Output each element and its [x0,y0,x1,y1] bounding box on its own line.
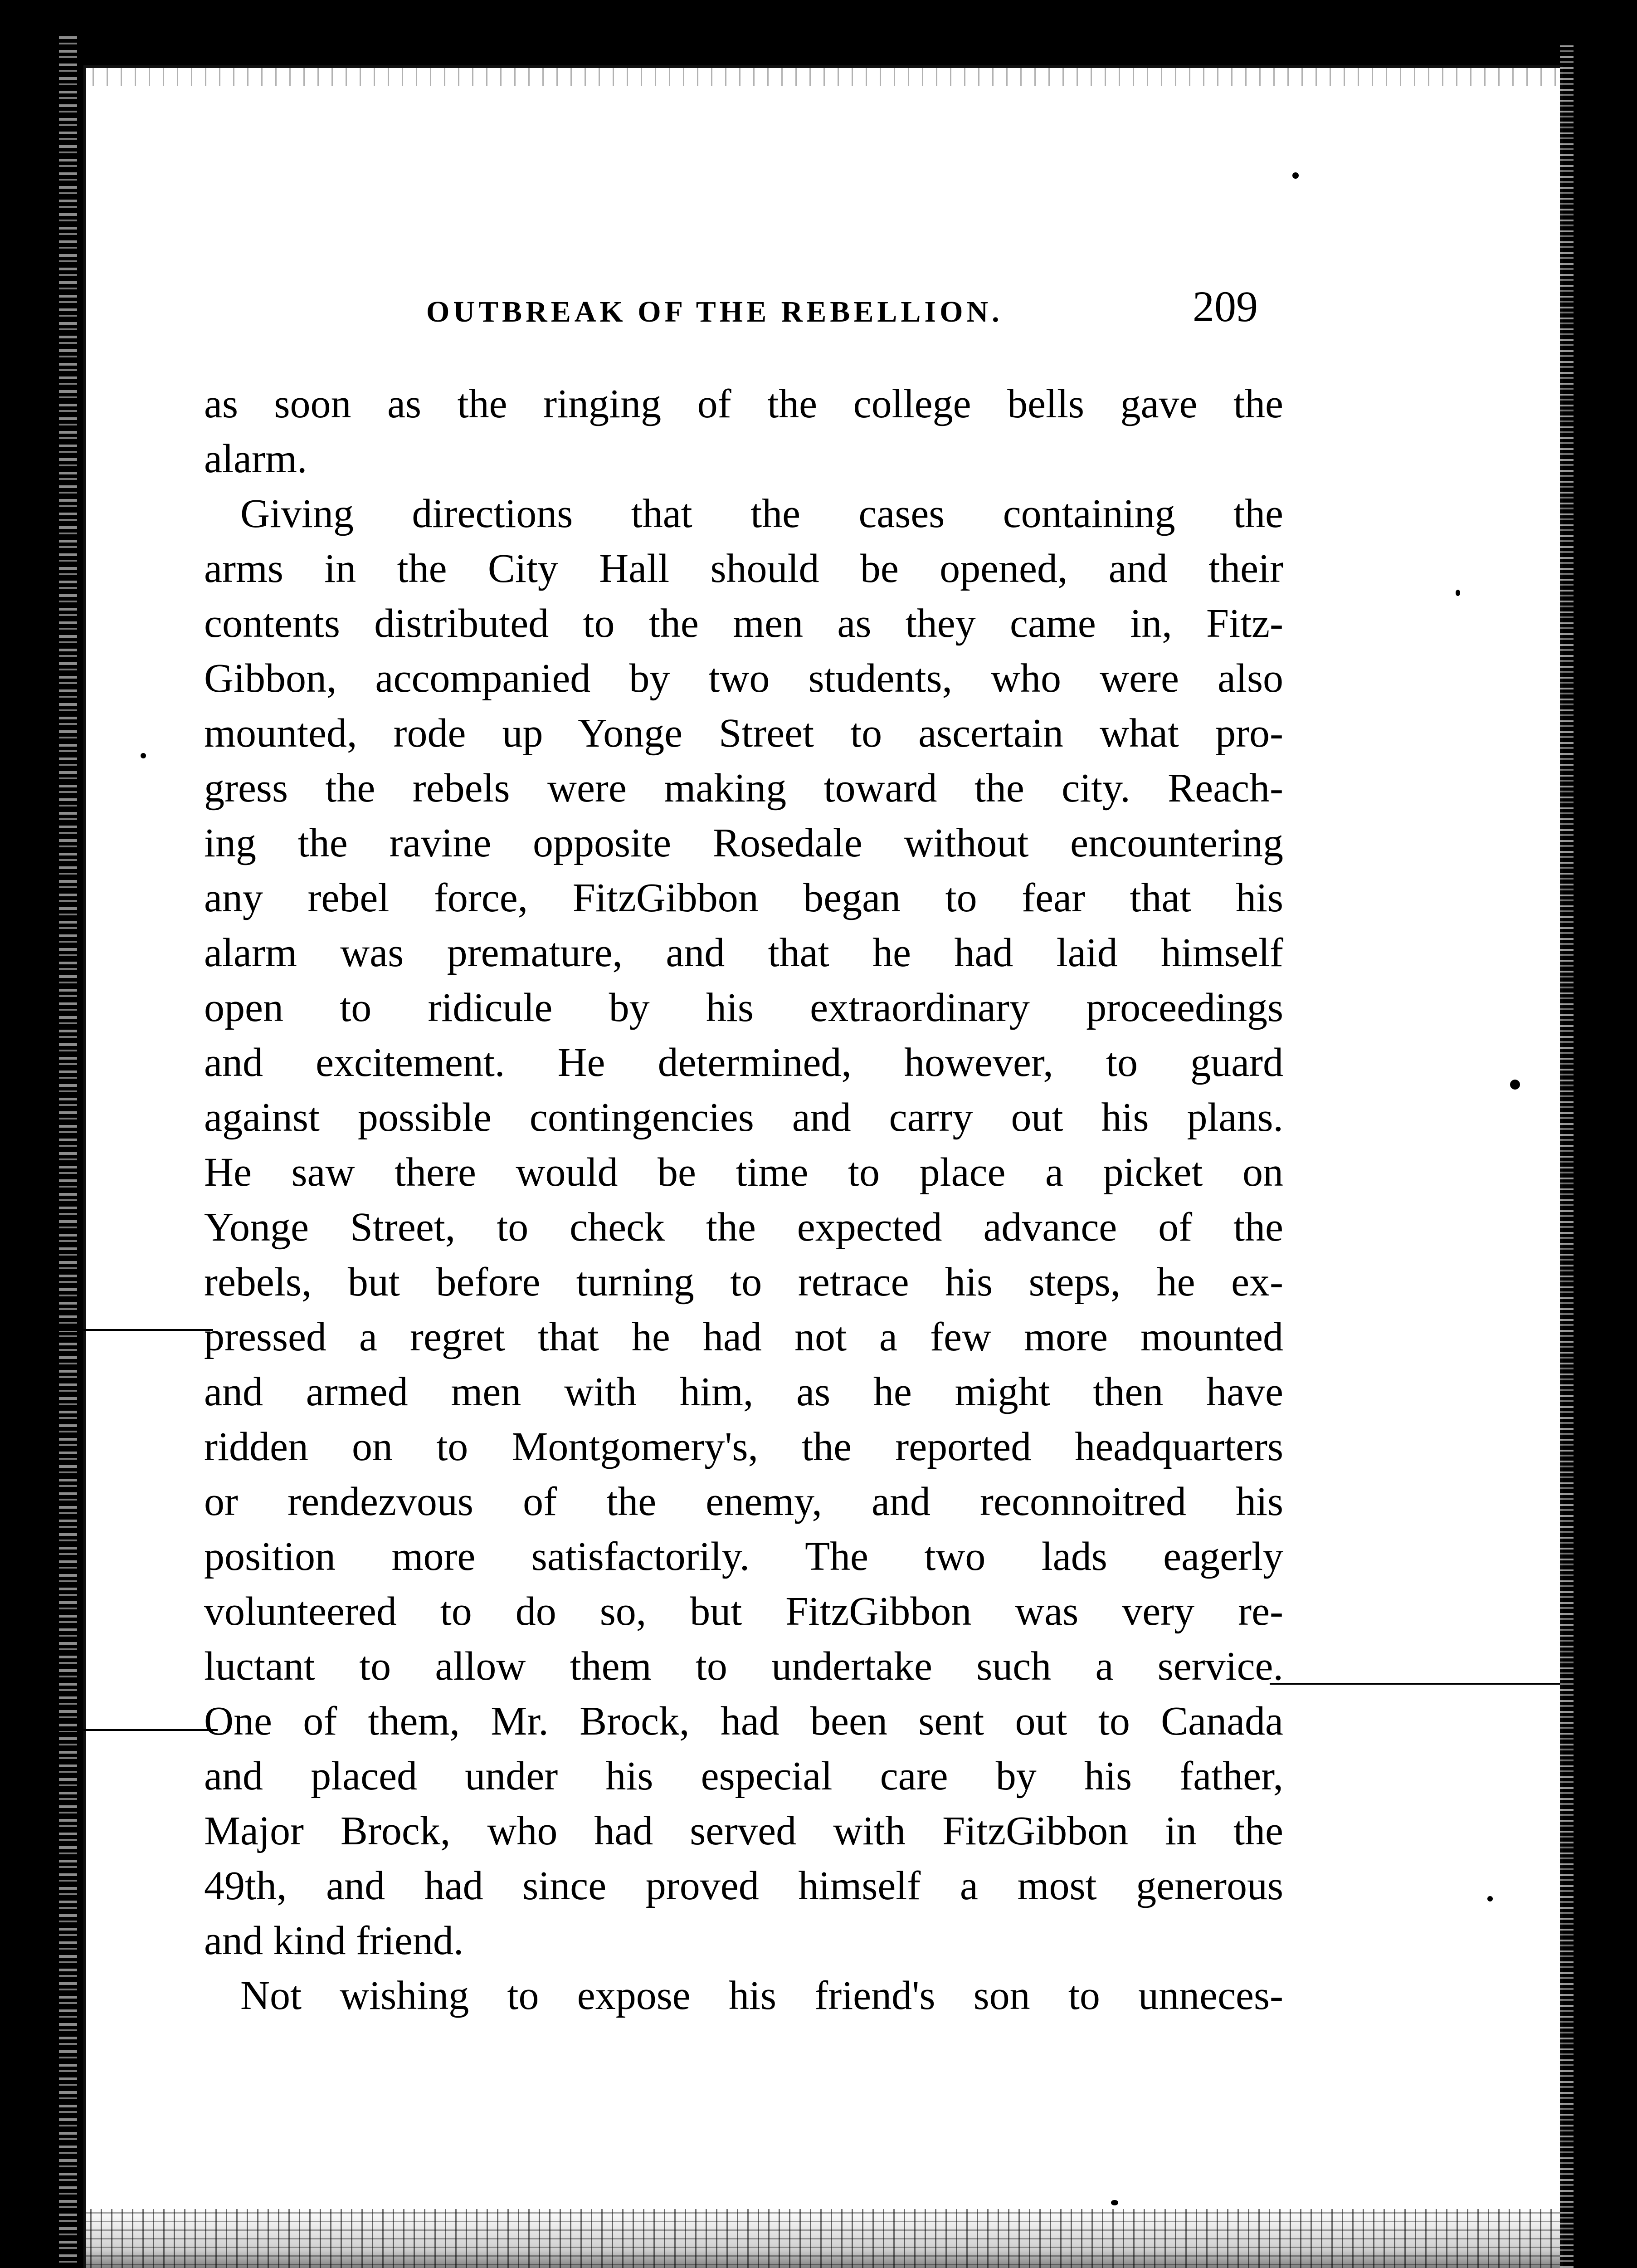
text-line: ridden on to Montgomery's, the reported headquarters [204,1424,1283,1469]
speck [1111,2200,1118,2205]
text-line: pressed a regret that he had not a few more mounted [204,1315,1283,1359]
text-line: One of them, Mr. Brock, had been sent out to Canada [204,1699,1283,1744]
text-line: rebels, but before turning to retrace his steps, he ex- [204,1260,1283,1305]
text-line: volunteered to do so, but FitzGibbon was very re- [204,1589,1283,1634]
text-line: luctant to allow them to undertake such a service. [204,1644,1283,1689]
speck [1510,1080,1520,1090]
binding-edge-left [59,36,77,2268]
text-line: any rebel force, FitzGibbon began to fear that his [204,875,1283,920]
text-line: and kind friend. [204,1918,464,1963]
text-line: 49th, and had since proved himself a most generous [204,1863,1283,1908]
text-line: mounted, rode up Yonge Street to ascertain what pro- [204,711,1283,756]
text-line: and placed under his especial care by his father, [204,1754,1283,1799]
text-line: position more satisfactorily. The two lads eagerly [204,1534,1283,1579]
text-line: and excitement. He determined, however, to guard [204,1040,1283,1085]
text-line: Gibbon, accompanied by two students, who were also [204,656,1283,701]
text-line: gress the rebels were making toward the city. Reach- [204,766,1283,811]
page-edge-top [86,68,1560,86]
scan-line-artifact [0,1329,213,1331]
text-line: Yonge Street, to check the expected advance of the [204,1205,1283,1250]
speck [141,753,146,758]
speck [1487,1896,1493,1901]
paragraph [204,486,1283,1968]
scan-line-artifact [27,1729,218,1731]
text-line: Not wishing to expose his friend's son to unneces- [240,1973,1283,2018]
body-text [204,376,1283,2023]
text-line: alarm. [204,436,307,481]
paragraph [204,376,1283,486]
page-header [0,281,1637,336]
text-line: open to ridicule by his extraordinary proceedings [204,985,1283,1030]
text-line: contents distributed to the men as they came in, Fitz- [204,601,1283,646]
scan-line-artifact [1270,1683,1560,1685]
paragraph [204,1968,1283,2023]
running-head: OUTBREAK OF THE REBELLION. [426,295,1003,328]
page-edge-right [1560,45,1574,2268]
text-line: or rendezvous of the enemy, and reconnoitred his [204,1479,1283,1524]
text-line: and armed men with him, as he might then have [204,1369,1283,1414]
text-line: as soon as the ringing of the college bells gave the [204,381,1283,426]
text-line: alarm was premature, and that he had laid himself [204,930,1283,975]
page-edge-bottom [86,2209,1560,2268]
text-line: Major Brock, who had served with FitzGibbon in the [204,1809,1283,1853]
text-line: ing the ravine opposite Rosedale without encountering [204,821,1283,865]
speck [1456,590,1460,596]
text-line: against possible contingencies and carry out his plans. [204,1095,1283,1140]
text-line: arms in the City Hall should be opened, and their [204,546,1283,591]
page-number: 209 [1193,282,1258,331]
text-line: He saw there would be time to place a picket on [204,1150,1283,1195]
speck [1292,172,1299,179]
text-line: Giving directions that the cases containing the [240,491,1283,536]
